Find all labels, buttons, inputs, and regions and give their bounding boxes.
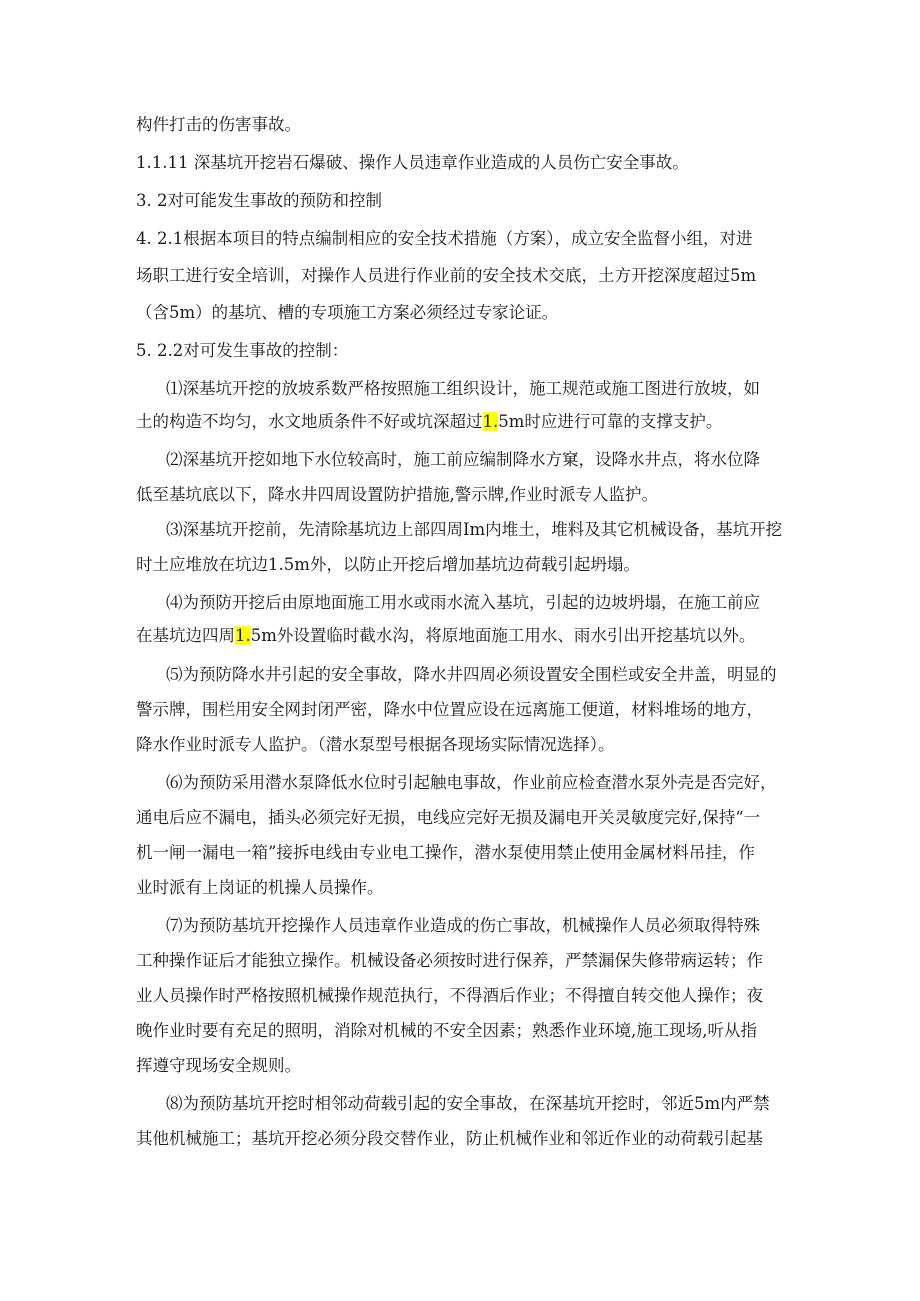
- text-line: ⑹为预防采用潜水泵降低水位时引起触电事故，作业前应检查潜水泵外壳是否完好，: [166, 773, 777, 792]
- text-line-highlighted: [136, 411, 786, 433]
- text-line: ⑷为预防开挖后由原地面施工用水或雨水流入基坑，引起的边坡坍塌，在施工前应: [166, 593, 760, 612]
- text-line: 降水作业时派专人监护。（潜水泵型号根据各现场实际情况选择）。: [136, 735, 615, 754]
- text-line: 警示牌，围栏用安全网封闭严密，降水中位置应设在远离施工便道，材料堆场的地方，: [136, 700, 763, 719]
- text-line: 晚作业时要有充足的照明，消除对机械的不安全因素；熟悉作业环境,施工现场,听从指: [136, 1021, 757, 1040]
- text-line: 机一闸一漏电一箱”接拆电线由专业电工操作，潜水泵使用禁止使用金属材料吊挂，作: [136, 843, 755, 862]
- text-line: 通电后应不漏电，插头必须完好无损，电线应完好无损及漏电开关灵敏度完好,保持“一: [136, 808, 761, 827]
- text-line: 业时派有上岗证的机操人员操作。: [136, 878, 384, 897]
- line-text-before: 在基坑边四周: [136, 626, 235, 645]
- text-line: 1.1.11 深基坑开挖岩石爆破、操作人员违章作业造成的人员伤亡安全事故。: [136, 153, 689, 172]
- line-text-after: 5m外设置临时截水沟，将原地面施工用水、雨水引出开挖基坑以外。: [250, 626, 756, 645]
- text-line: 时土应堆放在坑边1.5m外，以防止开挖后增加基坑边荷载引起坍塌。: [136, 555, 640, 574]
- text-line: ⑺为预防基坑开挖操作人员违章作业造成的伤亡事故，机械操作人员必须取得特殊: [166, 916, 760, 935]
- text-line: 其他机械施工；基坑开挖必须分段交替作业，防止机械作业和邻近作业的动荷载引起基: [136, 1129, 763, 1148]
- text-line: 业人员操作时严格按照机械操作规范执行，不得酒后作业；不得擅自转交他人操作；夜: [136, 986, 763, 1005]
- text-line: 场职工进行安全培训，对操作人员进行作业前的安全技术交底，土方开挖深度超过5m: [136, 266, 757, 285]
- text-line: ⑴深基坑开挖的放坡系数严格按照施工组织设计，施工规范或施工图进行放坡，如: [166, 379, 760, 398]
- highlighted-text: 1.: [482, 412, 499, 431]
- line-text-after: 5m时应进行可靠的支撑支护。: [498, 412, 723, 431]
- text-line-highlighted: [136, 625, 786, 647]
- line-text-before: 土的构造不均匀，水文地质条件不好或坑深超过: [136, 412, 483, 431]
- text-line: ⑻为预防基坑开挖时相邻动荷载引起的安全事故，在深基坑开挖时，邻近5m内严禁: [166, 1094, 770, 1113]
- text-line: 构件打击的伤害事故。: [136, 115, 301, 134]
- section-heading: 5. 2.2对可发生事故的控制：: [136, 341, 349, 360]
- text-line: ⑶深基坑开挖前，先清除基坑边上部四周Im内堆土，堆料及其它机械设备，基坑开挖: [166, 520, 783, 539]
- highlighted-text: 1.: [235, 626, 251, 645]
- section-heading: 3. 2对可能发生事故的预防和控制: [136, 191, 382, 210]
- text-line: ⑵深基坑开挖如地下水位较高时，施工前应编制降水方窠，设降水井点，将水位降: [166, 450, 760, 469]
- text-line: 工种操作证后才能独立操作。机械设备必须按时进行保养，严禁漏保失修带病运转；作: [136, 951, 763, 970]
- text-line: ⑸为预防降水井引起的安全事故，降水井四周必须设置安全围栏或安全井盖，明显的: [166, 665, 777, 684]
- text-line: 4. 2.1根据本项目的特点编制相应的安全技术措施（方案），成立安全监督小组，对进: [136, 229, 753, 248]
- text-line: 挥遵守现场安全规则。: [136, 1056, 301, 1075]
- text-line: （含5m）的基坑、槽的专项施工方案必须经过专家论证。: [136, 303, 559, 322]
- text-line: 低至基坑底以下，降水井四周设置防护措施,警示牌,作业时派专人监护。: [136, 485, 658, 504]
